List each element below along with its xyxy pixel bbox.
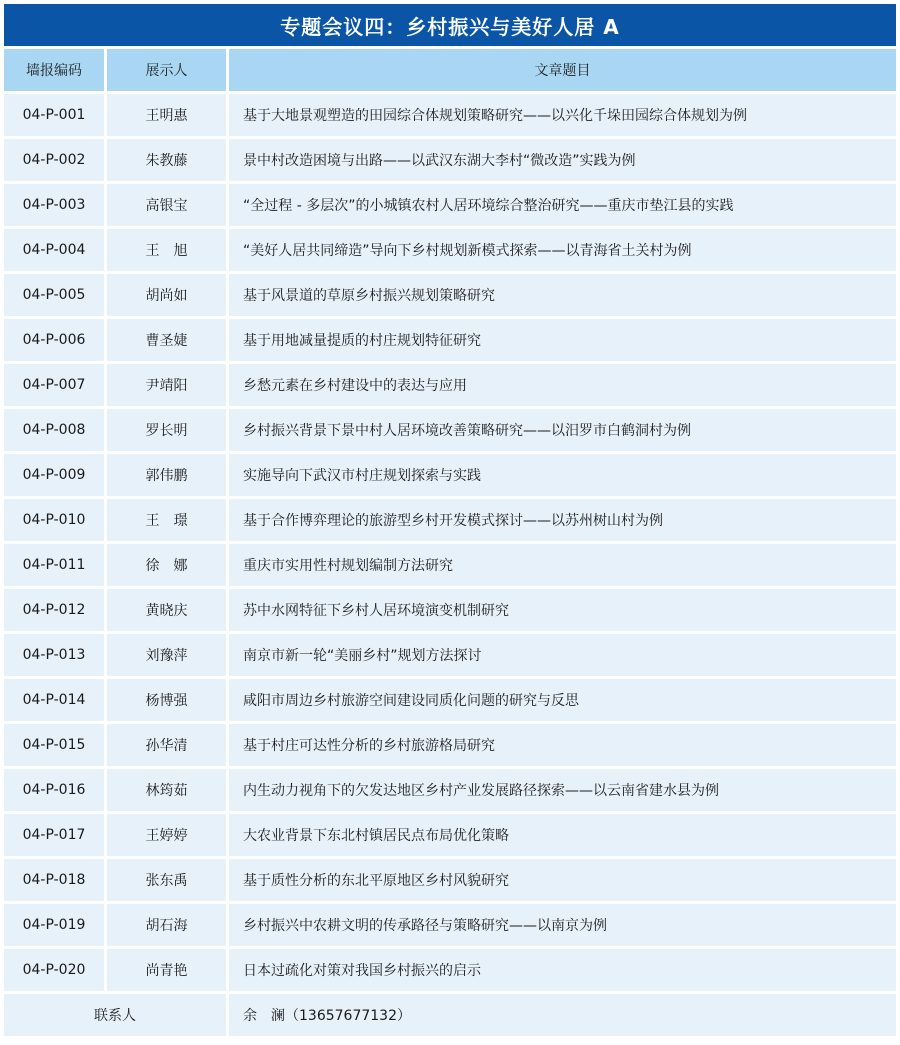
row-presenter: 胡尚如 bbox=[107, 274, 226, 316]
row-topic: 基于质性分析的东北平原地区乡村风貌研究 bbox=[229, 859, 896, 901]
page-title: 专题会议四：乡村振兴与美好人居 A bbox=[4, 4, 896, 46]
row-topic: 景中村改造困境与出路——以武汉东湖大李村“微改造”实践为例 bbox=[229, 139, 896, 181]
row-presenter: 尹靖阳 bbox=[107, 364, 226, 406]
row-presenter: 杨博强 bbox=[107, 679, 226, 721]
row-code: 04-P-017 bbox=[4, 814, 104, 856]
row-code: 04-P-019 bbox=[4, 904, 104, 946]
row-topic: 日本过疏化对策对我国乡村振兴的启示 bbox=[229, 949, 896, 991]
row-presenter: 曹圣婕 bbox=[107, 319, 226, 361]
row-code: 04-P-009 bbox=[4, 454, 104, 496]
row-code: 04-P-004 bbox=[4, 229, 104, 271]
row-topic: 乡村振兴背景下景中村人居环境改善策略研究——以汨罗市白鹤洞村为例 bbox=[229, 409, 896, 451]
row-presenter: 黄晓庆 bbox=[107, 589, 226, 631]
row-presenter: 王婷婷 bbox=[107, 814, 226, 856]
row-topic: 基于合作博弈理论的旅游型乡村开发模式探讨——以苏州树山村为例 bbox=[229, 499, 896, 541]
row-topic: 乡村振兴中农耕文明的传承路径与策略研究——以南京为例 bbox=[229, 904, 896, 946]
row-topic: 重庆市实用性村规划编制方法研究 bbox=[229, 544, 896, 586]
row-presenter: 王明惠 bbox=[107, 94, 226, 136]
row-code: 04-P-005 bbox=[4, 274, 104, 316]
row-topic: 基于风景道的草原乡村振兴规划策略研究 bbox=[229, 274, 896, 316]
row-topic: 乡愁元素在乡村建设中的表达与应用 bbox=[229, 364, 896, 406]
row-presenter: 尚青艳 bbox=[107, 949, 226, 991]
row-code: 04-P-020 bbox=[4, 949, 104, 991]
header-topic: 文章题目 bbox=[229, 49, 896, 91]
row-code: 04-P-007 bbox=[4, 364, 104, 406]
row-presenter: 张东禹 bbox=[107, 859, 226, 901]
row-topic: “美好人居共同缔造”导向下乡村规划新模式探索——以青海省土关村为例 bbox=[229, 229, 896, 271]
header-code: 墙报编码 bbox=[4, 49, 104, 91]
row-topic: 实施导向下武汉市村庄规划探索与实践 bbox=[229, 454, 896, 496]
row-code: 04-P-012 bbox=[4, 589, 104, 631]
row-topic: 基于村庄可达性分析的乡村旅游格局研究 bbox=[229, 724, 896, 766]
row-presenter: 胡石海 bbox=[107, 904, 226, 946]
row-code: 04-P-018 bbox=[4, 859, 104, 901]
row-code: 04-P-013 bbox=[4, 634, 104, 676]
row-code: 04-P-014 bbox=[4, 679, 104, 721]
row-code: 04-P-015 bbox=[4, 724, 104, 766]
contact-label: 联系人 bbox=[4, 994, 226, 1036]
row-topic: 咸阳市周边乡村旅游空间建设同质化问题的研究与反思 bbox=[229, 679, 896, 721]
poster-table bbox=[4, 49, 896, 1036]
row-presenter: 王 璟 bbox=[107, 499, 226, 541]
row-topic: “全过程 - 多层次”的小城镇农村人居环境综合整治研究——重庆市垫江县的实践 bbox=[229, 184, 896, 226]
row-topic: 苏中水网特征下乡村人居环境演变机制研究 bbox=[229, 589, 896, 631]
row-topic: 大农业背景下东北村镇居民点布局优化策略 bbox=[229, 814, 896, 856]
row-presenter: 刘豫萍 bbox=[107, 634, 226, 676]
row-code: 04-P-008 bbox=[4, 409, 104, 451]
header-presenter: 展示人 bbox=[107, 49, 226, 91]
row-code: 04-P-003 bbox=[4, 184, 104, 226]
row-topic: 基于用地减量提质的村庄规划特征研究 bbox=[229, 319, 896, 361]
row-code: 04-P-010 bbox=[4, 499, 104, 541]
row-presenter: 孙华清 bbox=[107, 724, 226, 766]
row-presenter: 王 旭 bbox=[107, 229, 226, 271]
row-presenter: 罗长明 bbox=[107, 409, 226, 451]
row-code: 04-P-016 bbox=[4, 769, 104, 811]
row-code: 04-P-011 bbox=[4, 544, 104, 586]
row-code: 04-P-002 bbox=[4, 139, 104, 181]
row-presenter: 徐 娜 bbox=[107, 544, 226, 586]
row-code: 04-P-001 bbox=[4, 94, 104, 136]
row-code: 04-P-006 bbox=[4, 319, 104, 361]
row-topic: 南京市新一轮“美丽乡村”规划方法探讨 bbox=[229, 634, 896, 676]
contact-value: 余 澜（13657677132） bbox=[229, 994, 896, 1036]
row-presenter: 林筠茹 bbox=[107, 769, 226, 811]
row-presenter: 郭伟鹏 bbox=[107, 454, 226, 496]
row-topic: 内生动力视角下的欠发达地区乡村产业发展路径探索——以云南省建水县为例 bbox=[229, 769, 896, 811]
row-presenter: 朱教藤 bbox=[107, 139, 226, 181]
row-presenter: 高银宝 bbox=[107, 184, 226, 226]
row-topic: 基于大地景观塑造的田园综合体规划策略研究——以兴化千垛田园综合体规划为例 bbox=[229, 94, 896, 136]
